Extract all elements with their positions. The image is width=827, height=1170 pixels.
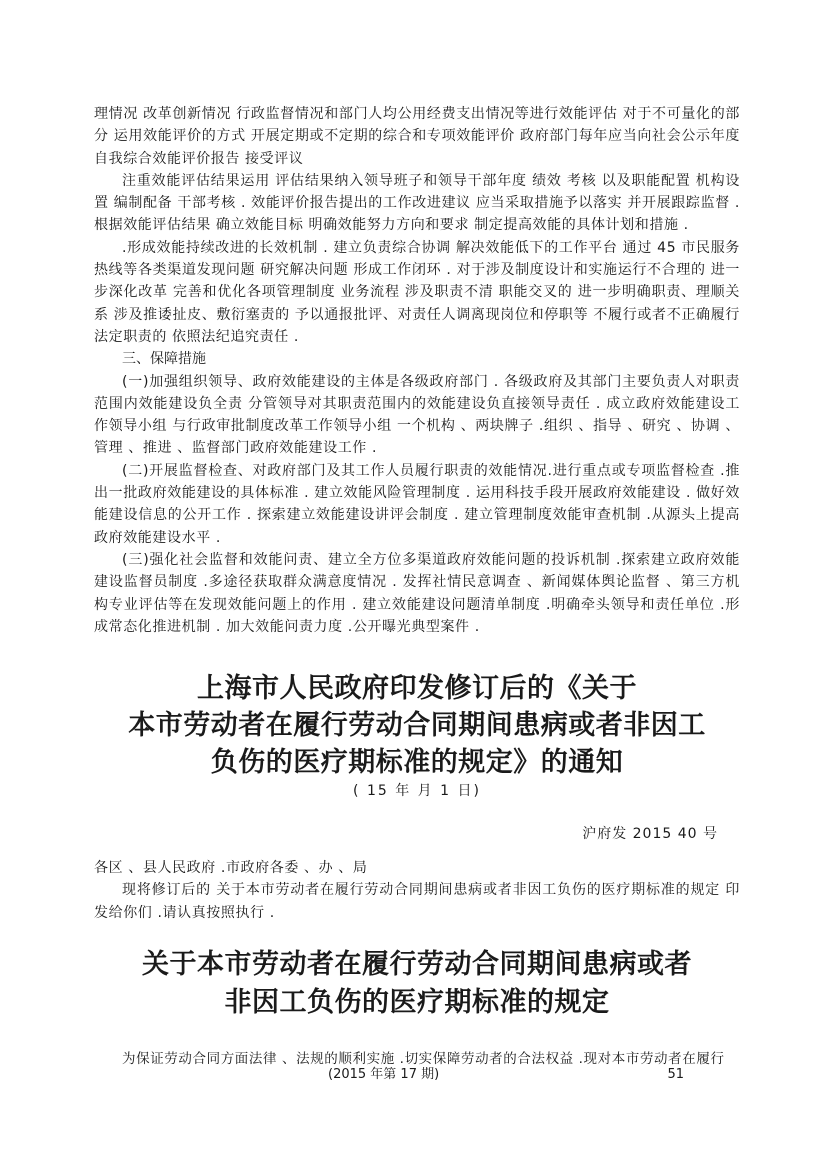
paragraph-evaluation: 理情况 改革创新情况 行政监督情况和部门人均公用经费支出情况等进行效能评估 对于不可量化的部分 运用效能评价的方式 开展定期或不定期的综合和专项效能评价 政府部门每年应当向社会公示年度自我综合效能评价报告 接受评议 <box>94 106 740 167</box>
notice-body: 现将修订后的 关于本市劳动者在履行劳动合同期间患病或者非因工负伤的医疗期标准的规定 印发给你们 .请认真按照执行 . <box>94 882 740 921</box>
safeguard-item-3: (三)强化社会监督和效能问责、建立全方位多渠道政府效能问题的投诉机制 .探索建立政府效能建设监督员制度 .多途径获取群众满意度情况 . 发挥社情民意调查 、新闻媒体舆论监督 、第三方机构专业评估等在发现效能问题上的作用 . 建立效能建设问题清单制度 .明确牵头领导和责任单位 .形成常态化推进机制 . 加大效能问责力度 .公开曝光典型案件 . <box>94 551 740 635</box>
notice-title-line-2: 本市劳动者在履行劳动合同期间患病或者非因工 <box>128 710 706 742</box>
paragraph-results-use: 注重效能评估结果运用 评估结果纳入领导班子和领导干部年度 绩效 考核 以及职能配置 机构设置 编制配备 干部考核 . 效能评价报告提出的工作改进建议 应当采取措施予以落实 并开展跟踪监督 . 根据效能评估结果 确立效能目标 明确效能努力方向和要求 制定提高效能的具体计划和措施 . <box>94 172 740 234</box>
regulation-title-line-1: 关于本市劳动者在履行劳动合同期间患病或者 <box>142 949 692 981</box>
document-number: 沪府发 2015 40 号 <box>582 826 718 843</box>
safeguard-item-2: (二)开展监督检查、对政府部门及其工作人员履行职责的效能情况.进行重点或专项监督检查 .推出一批政府效能建设的具体标准 . 建立效能风险管理制度 . 运用科技手段开展政府效能建设 . 做好效能建设信息的公开工作 . 探索建立效能建设讲评会制度 . 建立管理制度效能审查机制 .从源头上提高政府效能建设水平 . <box>94 462 740 546</box>
notice-title-line-1: 上海市人民政府印发修订后的《关于 <box>197 673 637 705</box>
regulation-title-line-2: 非因工负伤的医疗期标准的规定 <box>224 987 610 1019</box>
document-page <box>94 103 740 1070</box>
section-heading-safeguards: 三、保障措施 <box>122 351 206 368</box>
page-number: 51 <box>667 1067 684 1082</box>
regulation-first-line: 为保证劳动合同方面法律 、法规的顺利实施 .切实保障劳动者的合法权益 .现对本市劳动者在履行 <box>122 1051 725 1068</box>
paragraph-long-term-mechanism: .形成效能持续改进的长效机制 . 建立负责综合协调 解决效能低下的工作平台 通过 45 市民服务热线等各类渠道发现问题 研究解决问题 形成工作闭环 . 对于涉及制度设计和实施运行不合理的 进一步深化改革 完善和优化各项管理制度 业务流程 涉及职责不清 职能交叉的 进一步明确职责、理顺关系 涉及推诿扯皮、敷衍塞责的 予以通报批评、对责任人调离现岗位和停职等 不履行或者不正确履行法定职责的 依照法纪追究责任 . <box>94 239 740 345</box>
notice-date: ( 15 年 月 1 日) <box>353 783 481 800</box>
issue-label: (2015 年第 17 期) <box>328 1067 440 1082</box>
addressee: 各区 、县人民政府 .市政府各委 、办 、局 <box>94 860 368 877</box>
safeguard-item-1: (一)加强组织领导、政府效能建设的主体是各级政府部门 . 各级政府及其部门主要负责人对职责范围内效能建设负全责 分管领导对其职责范围内的效能建设负直接领导责任 . 成立政府效能建设工作领导小组 与行政审批制度改革工作领导小组 一个机构 、两块牌子 .组织 、指导 、研究 、协调 、管理 、推进 、监督部门政府效能建设工作 . <box>94 373 740 457</box>
notice-title-line-3: 负伤的医疗期标准的规定》的通知 <box>210 747 624 779</box>
